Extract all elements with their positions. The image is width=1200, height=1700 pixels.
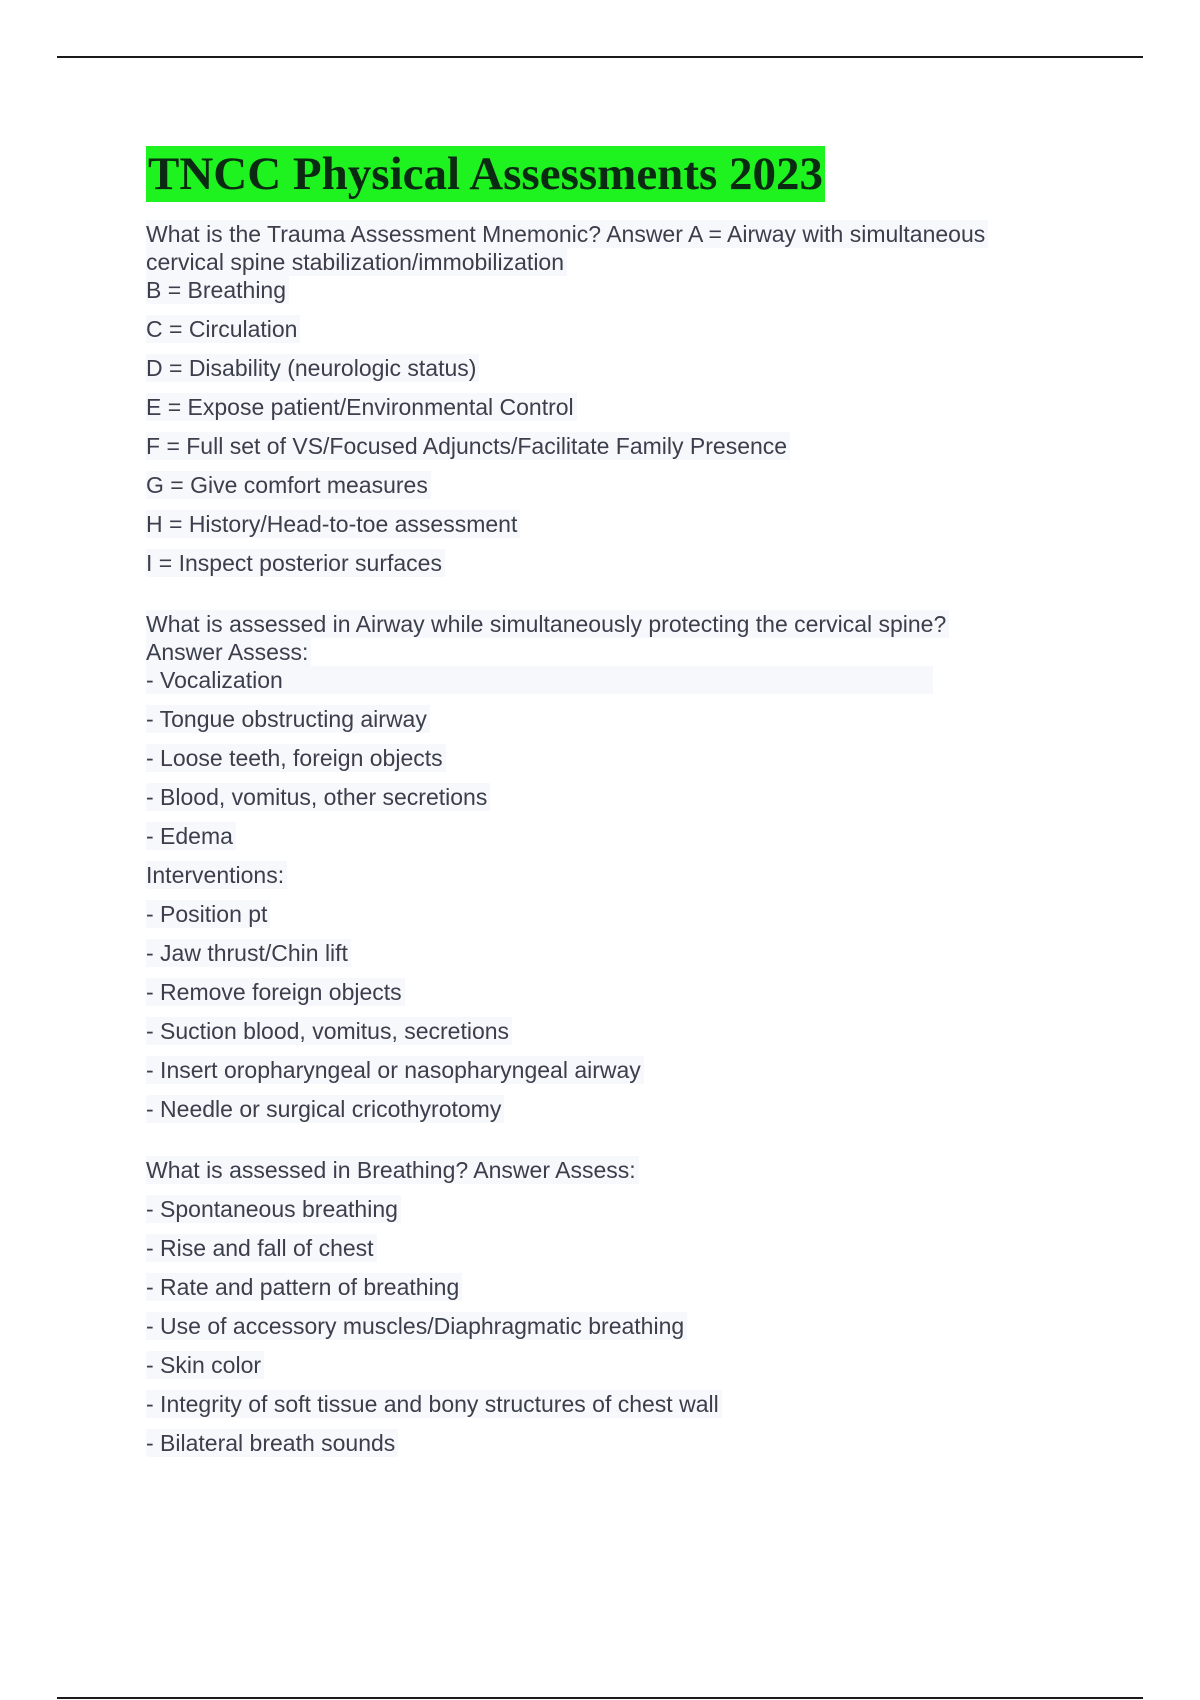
list-item: - Suction blood, vomitus, secretions xyxy=(146,1017,1106,1045)
footer-rule xyxy=(57,1697,1143,1699)
document-body xyxy=(146,146,1106,1457)
list-item: - Use of accessory muscles/Diaphragmatic breathing xyxy=(146,1312,1106,1340)
question-line: What is the Trauma Assessment Mnemonic? Answer A = Airway with simultaneous xyxy=(146,220,1106,248)
list-item: - Tongue obstructing airway xyxy=(146,705,1106,733)
list-item: - Remove foreign objects xyxy=(146,978,1106,1006)
list-item: - Needle or surgical cricothyrotomy xyxy=(146,1095,1106,1123)
list-item: E = Expose patient/Environmental Control xyxy=(146,393,1106,421)
list-item: - Rate and pattern of breathing xyxy=(146,1273,1106,1301)
list-item: H = History/Head-to-toe assessment xyxy=(146,510,1106,538)
question-line: What is assessed in Airway while simultaneously protecting the cervical spine? xyxy=(146,610,1106,638)
document-title: TNCC Physical Assessments 2023 xyxy=(148,148,824,200)
list-item: - Vocalization xyxy=(146,666,1106,694)
section-breathing xyxy=(146,1156,1106,1457)
list-item: - Rise and fall of chest xyxy=(146,1234,1106,1262)
header-rule xyxy=(57,56,1143,58)
list-item: - Skin color xyxy=(146,1351,1106,1379)
list-item: G = Give comfort measures xyxy=(146,471,1106,499)
list-item: - Loose teeth, foreign objects xyxy=(146,744,1106,772)
list-item: - Bilateral breath sounds xyxy=(146,1429,1106,1457)
subheading-interventions: Interventions: xyxy=(146,861,1106,889)
question-line: Answer Assess: xyxy=(146,638,1106,666)
question-line: cervical spine stabilization/immobilization xyxy=(146,248,1106,276)
list-item: - Spontaneous breathing xyxy=(146,1195,1106,1223)
list-item: - Edema xyxy=(146,822,1106,850)
list-item: C = Circulation xyxy=(146,315,1106,343)
list-item: D = Disability (neurologic status) xyxy=(146,354,1106,382)
section-trauma-mnemonic xyxy=(146,220,1106,577)
list-item: - Blood, vomitus, other secretions xyxy=(146,783,1106,811)
list-item: B = Breathing xyxy=(146,276,1106,304)
list-item: I = Inspect posterior surfaces xyxy=(146,549,1106,577)
section-airway xyxy=(146,610,1106,1123)
list-item: F = Full set of VS/Focused Adjuncts/Facilitate Family Presence xyxy=(146,432,1106,460)
list-item: - Insert oropharyngeal or nasopharyngeal airway xyxy=(146,1056,1106,1084)
list-item: - Position pt xyxy=(146,900,1106,928)
list-item: - Integrity of soft tissue and bony structures of chest wall xyxy=(146,1390,1106,1418)
list-item: - Jaw thrust/Chin lift xyxy=(146,939,1106,967)
question-line: What is assessed in Breathing? Answer Assess: xyxy=(146,1156,1106,1184)
